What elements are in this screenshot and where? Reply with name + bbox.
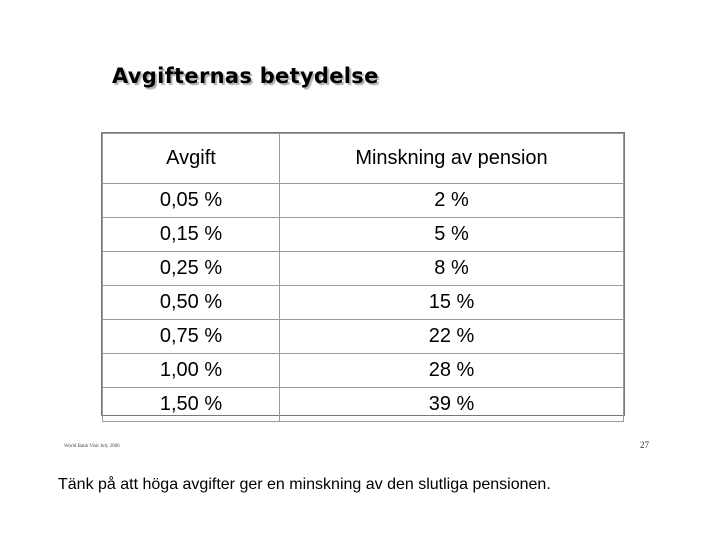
reduction-cell: 8 % bbox=[280, 252, 624, 286]
table-row bbox=[103, 388, 624, 422]
header-fee: Avgift bbox=[103, 134, 280, 184]
reduction-cell: 2 % bbox=[280, 184, 624, 218]
reduction-cell: 15 % bbox=[280, 286, 624, 320]
header-pension-reduction: Minskning av pension bbox=[280, 134, 624, 184]
slide-title: Avgifternas betydelse bbox=[112, 64, 379, 88]
table-row bbox=[103, 286, 624, 320]
footer-text: World Bank Visit July 2006 bbox=[64, 444, 120, 449]
table-row bbox=[103, 252, 624, 286]
table-row bbox=[103, 184, 624, 218]
fee-cell: 0,50 % bbox=[103, 286, 280, 320]
table-row bbox=[103, 218, 624, 252]
fee-cell: 0,75 % bbox=[103, 320, 280, 354]
slide-caption: Tänk på att höga avgifter ger en minskning av den slutliga pensionen. bbox=[58, 476, 551, 493]
fee-table-container bbox=[101, 132, 625, 416]
fee-cell: 0,25 % bbox=[103, 252, 280, 286]
reduction-cell: 28 % bbox=[280, 354, 624, 388]
reduction-cell: 22 % bbox=[280, 320, 624, 354]
fee-cell: 1,00 % bbox=[103, 354, 280, 388]
fee-cell: 0,15 % bbox=[103, 218, 280, 252]
table-header-row bbox=[103, 134, 624, 184]
reduction-cell: 5 % bbox=[280, 218, 624, 252]
reduction-cell: 39 % bbox=[280, 388, 624, 422]
fee-cell: 1,50 % bbox=[103, 388, 280, 422]
fee-table bbox=[102, 133, 624, 422]
fee-cell: 0,05 % bbox=[103, 184, 280, 218]
table-row bbox=[103, 320, 624, 354]
table-row bbox=[103, 354, 624, 388]
page-number: 27 bbox=[640, 440, 649, 450]
